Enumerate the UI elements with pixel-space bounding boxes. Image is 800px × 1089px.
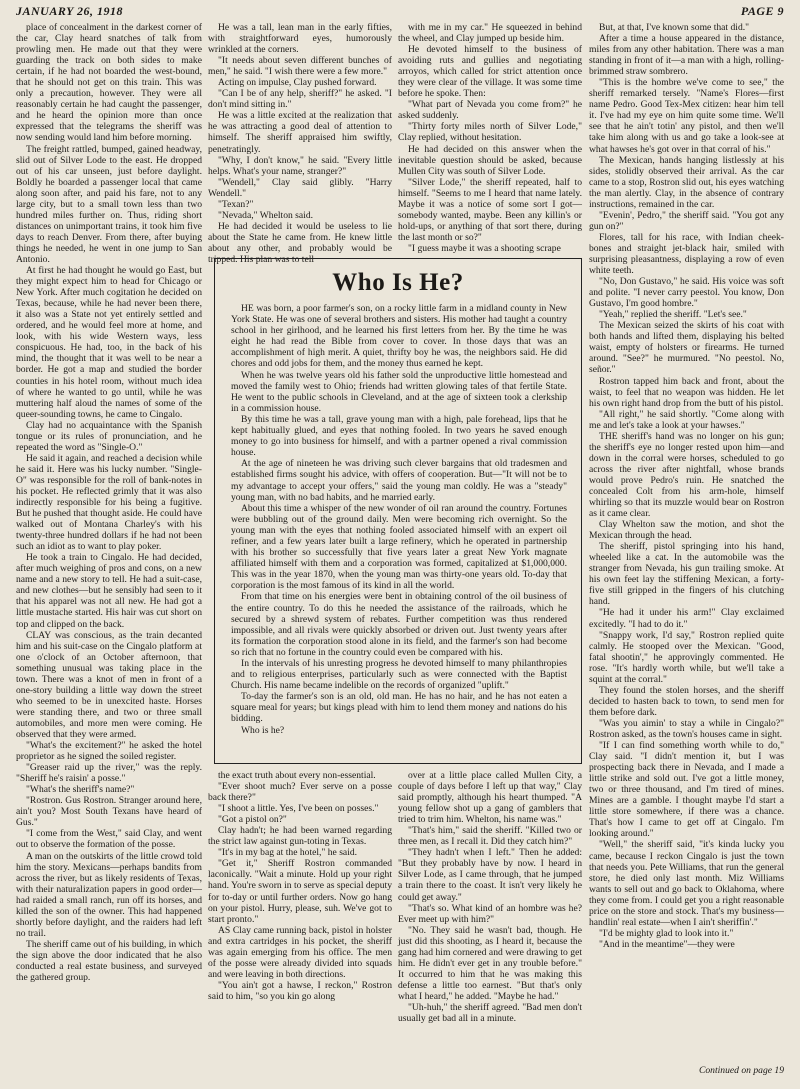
- paragraph: "Nevada," Whelton said.: [218, 209, 314, 221]
- paragraph: From that time on his energies were bent in obtaining control of the oil business of the entire country. To do this he needed the assistance of the railroads, which he secured by a shrewd system of rebates. Further competition was thus rendered impossible, and all rivals were quickly absorbed or driven out. Just twenty years after its formation the corporation stood alone in its field, and the farmer's son had become so rich that no fortune in the country could even be compared with his.: [231, 591, 567, 658]
- paragraph: He had decided it would be useless to lie about the State he came from. He knew little about any other, and probably would be tripped. His plan was to tell: [208, 220, 392, 265]
- paragraph: AS Clay came running back, pistol in holster and extra cartridges in his pocket, the sheriff was again emerging from his office. The men of the posse were already divided into squads and were leaving in both directions.: [208, 924, 392, 980]
- paragraph: By this time he was a tall, grave young man with a high, pale forehead, lips that he kept habitually glued, and eyes that nothing fooled. In two years he saved enough money to go into business for himself, and with a partner opened a rival commission house.: [231, 413, 567, 459]
- paragraph: "That's him," said the sheriff. "Killed two or three men, as I recall it. Did they catch him?": [398, 825, 582, 848]
- paragraph: In the intervals of his unresting progress he devoted himself to many philanthropies and to religious enterprises, particularly such as were connected with the Baptist Church. His name became indelible on the records of organized "uplift.": [231, 658, 567, 692]
- paragraph: "I guess maybe it was a shooting scrape: [408, 242, 561, 254]
- paragraph: The Mexican, hands hanging listlessly at his sides, stolidly observed their arrival. As the car came to a stop, Rostron slid out, his eyes watching the man alertly. Clay, in the absence of contrary instructions, remained in the car.: [589, 154, 784, 210]
- paragraph: He was a tall, lean man in the early fifties, with straightforward eyes, humorously wrinkled at the corners.: [208, 22, 392, 56]
- column-4: [589, 22, 784, 1062]
- paragraph: After a time a house appeared in the distance, miles from any other habitation. There was a man standing in front of it—a man with a high, rolling-brimmed straw sombrero.: [589, 33, 784, 78]
- paragraph: Rostron tapped him back and front, about the waist, to feel that no weapon was hidden. He let his own right hand drop from the butt of his pistol.: [589, 375, 784, 409]
- paragraph: "What's the excitement?" he asked the hotel proprietor as he signed the soiled register.: [16, 740, 202, 763]
- paragraph: He said it again, and reached a decision while he said it. Here was his lucky number. "Single-O" was responsible for the roll of bank-notes in his pocket. He reflected grimly that it was also indirectly responsible for his being a fugitive. But he pushed that thought aside. He could have walked out of Montana Charley's with his twenty-three hundred dollars if he had not been such an idiot as to want to play poker.: [16, 452, 202, 553]
- paragraph: Clay Whelton saw the motion, and shot the Mexican through the head.: [589, 519, 784, 542]
- paragraph: "Thirty forty miles north of Silver Lode," Clay replied, without hesitation.: [398, 121, 582, 144]
- paragraph: The sheriff, pistol springing into his hand, wheeled like a cat. In the automobile was the stranger from Nevada, his gun trailing smoke. At his own feet lay the stiffening Mexican, a forty-five still gripped in the fingers of his clutching hand.: [589, 541, 784, 608]
- paragraph: HE was born, a poor farmer's son, on a rocky little farm in a midland county in New York State. He was one of several brothers and sisters. His mother had taught a country school in her girlhood, and he learned his first letters from her. By the time he was eight he had read the Bible from cover to cover. In those days that was an accomplishment of high merit. A quiet, thrifty boy he was, the neighbors said. He did chores and odd jobs for them, and the money thus earned he kept.: [231, 303, 567, 370]
- column-2-bottom: [208, 770, 392, 1080]
- paragraph: "Get it," Sheriff Rostron commanded laconically. "Wait a minute. Hold up your right hand. You're sworn in to serve as special deputy for to-day or until further orders. Now go hang on your pistol. Hurry, please, suh. We've got to start pronto.": [208, 858, 392, 925]
- paragraph: "Rostron. Gus Rostron. Stranger around here, ain't you? Most South Texans have heard of Gus.": [16, 795, 202, 829]
- paragraph: Acting on impulse, Clay pushed forward.: [218, 77, 377, 89]
- paragraph: "Texan?": [218, 198, 254, 210]
- paragraph: "Greaser raid up the river," was the reply. "Sheriff he's raisin' a posse.": [16, 762, 202, 785]
- paragraph: THE sheriff's hand was no longer on his gun; the sheriff's eye no longer rested upon him—and down in the corral were horses, scheduled to go across the river after nightfall, whose brands would prove Pedro's ruin. He snatched the concealed Colt from his arm-hole, himself whirling so that its muzzle would bear on Rostron as it came clear.: [589, 430, 784, 520]
- paragraph: "And in the meantime"—they were: [599, 938, 735, 950]
- paragraph: About this time a whisper of the new wonder of oil ran around the country. Fortunes were bubbling out of the ground daily. Men were becoming rich overnight. So the young man with the eyes that nothing fooled associated himself with an expert oil refiner, and a few years later built a large refinery, which he operated in partnership with his brother so successfully that five years later a great New York magnate affiliated himself with them and a corporation was formed, capitalized at $1,000,000. This was in the year 1870, when the young man was thirty-one years old. To-day that corporation is the most famous of its kind in all the world.: [231, 502, 567, 592]
- paragraph: "Can I be of any help, sheriff?" he asked. "I don't mind sitting in.": [208, 88, 392, 111]
- paragraph: "Wendell," Clay said glibly. "Harry Wendell.": [208, 176, 392, 199]
- paragraph: "No, Don Gustavo," he said. His voice was soft and polite. "I never carry peestol. You know, Don Gustavo, I'm good hombre.": [589, 276, 784, 310]
- paragraph: "Snappy work, I'd say," Rostron replied quite calmly. He stooped over the Mexican. "Good, fatal shootin'," he approvingly commented. He rose. "It's hardly worth while, but we'll take a squint at the corral.": [589, 629, 784, 685]
- paragraph: He was a little excited at the realization that he was attracting a good deal of attention to himself. The sheriff appraised him swiftly, penetratingly.: [208, 110, 392, 155]
- paragraph: "He had it under his arm!" Clay exclaimed excitedly. "I had to do it.": [589, 607, 784, 630]
- paragraph: "Yeah," replied the sheriff. "Let's see.": [599, 309, 747, 321]
- paragraph: The sheriff came out of his building, in which the sign above the door indicated that he also conducted a real estate business, and surveyed the gathered group.: [16, 938, 202, 984]
- paragraph: To-day the farmer's son is an old, old man. He has no hair, and he has not eaten a square meal for years; but kings plead with him to lend them money and nations do his bidding.: [231, 691, 567, 725]
- column-1: [16, 22, 202, 1077]
- paragraph: "Was you aimin' to stay a while in Cingalo?" Rostron asked, as the town's houses came in sight.: [589, 717, 784, 740]
- paragraph: "Uh-huh," the sheriff agreed. "Bad men don't usually get bad all in a minute.: [398, 1001, 582, 1025]
- sidebar-title: Who Is He?: [332, 269, 464, 296]
- paragraph: They found the stolen horses, and the sheriff decided to hasten back to town, to send men for them before dark.: [589, 684, 784, 718]
- paragraph: At first he had thought he would go East, but they might expect him to head for Chicago or New York. After much cogitation he decided on Texas, because, while he had never been there, it also was a State not yet entirely settled and ordered, and he would feel more at home, and look, with his wide Western ways, less conspicuous. He had, too, in the back of his mind, the thought that it was well to be near a border. He got a map and studied the border counties in his hotel room, without much idea of where he wanted to go until, while he was muttering half aloud the names of some of the queer-sounding towns, he came to Cingalo.: [16, 265, 202, 420]
- issue-date: JANUARY 26, 1918: [16, 4, 124, 18]
- paragraph: Who is he?: [241, 724, 285, 736]
- paragraph: "That's so. What kind of an hombre was he? Ever meet up with him?": [398, 902, 582, 925]
- paragraph: When he was twelve years old his father sold the unproductive little homestead and moved the family west to Ohio; friends had written glowing tales of that fertile State. He went to the public schools in Cleveland, and at the age of sixteen took a clerkship in a commission house.: [231, 369, 567, 414]
- paragraph: "Well," the sheriff said, "it's kinda lucky you came, because I reckon Cingalo is just the town that needs you. Pete Williams, that run the general store, he died only last month. Miz Williams wants to sell out and go back to Oklahoma, where they come from. I could get you a right reasonable price on the store and stock. That's my business—handlin' real estate—when I ain't sheriffin'.": [589, 839, 784, 928]
- paragraph: "All right," he said shortly. "Come along with me and let's take a look at your hawses.": [589, 408, 784, 431]
- paragraph: Flores, tall for his race, with Indian cheek-bones and straight jet-black hair, smiled with surprising pleasantness, displaying a row of even white teeth.: [589, 231, 784, 277]
- paragraph: "This is the hombre we've come to see," the sheriff remarked tersely. "Name's Flores—first name Pedro. Good Tex-Mex citizen: hear him tell it. I've had my eye on him quite some time. We'll see that he ain't totin' any pistol, and then we'll take him along with us and go take a look-see at what hawses he's got over in that corral of his.": [589, 77, 784, 155]
- paragraph: A man on the outskirts of the little crowd told him the story. Mexicans—perhaps bandits from across the river, but as likely residents of Texas, with their naturalization papers in good order—had raided a small ranch, run off its horses, and killed the son of the owner. This had happened shortly before daylight, and the raiders had left no trail.: [16, 850, 202, 939]
- paragraph: "No. They said he wasn't bad, though. He just did this shooting, as I heard it, because the gang had him cornered and were drawing to get him. He didn't ever get in any trouble before." It occurred to him that he was making this defense a little too earnest. "But that's only what I heard," he added. "Maybe he had.": [398, 924, 582, 1002]
- paragraph: "What's the sheriff's name?": [26, 784, 135, 796]
- paragraph: over at a little place called Mullen City, a couple of days before I left up that way," Clay said promptly, although his heart thumped. "A young fellow shot up a gang of gamblers that tried to trim him. Whelton, his name was.": [398, 770, 582, 826]
- page-number: PAGE 9: [740, 4, 784, 18]
- paragraph: "Ever shoot much? Ever serve on a posse back there?": [208, 781, 392, 804]
- paragraph: CLAY was conscious, as the train decanted him and his suit-case on the Cingalo platform at one o'clock of an October afternoon, that something unusual was taking place in the town. There was a knot of men in front of a one-story building a little way down the street who seemed to be in unexcited haste. Horses were standing there, and two or three small automobiles, and more men were coming. He observed that they were armed.: [16, 629, 202, 740]
- paragraph: "Evenin', Pedro," the sheriff said. "You got any gun on?": [589, 209, 784, 232]
- paragraph: He had decided on this answer when the inevitable question should be asked, because Mullen City was south of Silver Lode.: [398, 143, 582, 177]
- continued-note: Continued on page 19: [698, 1065, 784, 1076]
- paragraph: At the age of nineteen he was driving such clever bargains that old tradesmen and established firms sought his advice, with offers of cooperation. But—"It will not be to my advantage to accept your offers," said the young man coldly. He was a "steady" young man, with no bad habits, and he married early.: [231, 458, 567, 503]
- paragraph: Clay had no acquaintance with the Spanish tongue or its rules of pronunciation, and he repeated the word as "Single-O.": [16, 419, 202, 453]
- paragraph: Clay hadn't; he had been warned regarding the strict law against gun-toting in Texas.: [208, 825, 392, 848]
- paragraph: "Why, I don't know," he said. "Every little helps. What's your name, stranger?": [208, 154, 392, 177]
- paragraph: "They hadn't when I left." Then he added: "But they probably have by now. I heard in Silver Lode, as I came through, that he jumped a train there to the coast. It isn't very likely he could get away.": [398, 847, 582, 903]
- paragraph: The freight rattled, bumped, gained headway, slid out of Silver Lode to the east. He dropped out of his car unseen, just before daylight. Boldly he boarded a passenger local that came along soon after, and paid his fare, not to any large city, but to a small town less than two hundred miles further on. Thus, riding short distances on unimportant trains, it took him five days to reach Denver. From there, after buying things he needed, he went in one jump to San Antonio.: [16, 143, 202, 265]
- paragraph: "It's in my bag at the hotel," he said.: [218, 847, 358, 859]
- paragraph: "If I can find something worth while to do," Clay said. "I didn't mention it, but I was prospecting back there in Nevada, and I made a little strike and sold out. I've got a little money, two or three thousand, and I'm tired of mines. Mines are a gamble. I thought maybe I'd start a little store somewhere, if there was a chance. That's how I came to get off at Cingalo. I'm looking around.": [589, 740, 784, 840]
- paragraph: "You ain't got a hawse, I reckon," Rostron said to him, "so you kin go along: [208, 979, 392, 1002]
- paragraph: "I come from the West," said Clay, and went out to observe the formation of the posse.: [16, 828, 202, 851]
- who-is-he-sidebar: [214, 258, 582, 764]
- paragraph: The Mexican seized the skirts of his coat with both hands and lifted them, displaying his belted waist, empty of holsters or firearms. He turned around. "See?" he murmured. "No peestol. No, señor.": [589, 320, 784, 376]
- page-header: [16, 4, 784, 22]
- column-3-top: [398, 22, 582, 254]
- paragraph: He took a train to Cingalo. He had decided, after much weighing of pros and cons, on a new name and a new story to tell. He had a suit-case, and new clothes—but he sensibly had seen to it that his apparel was not all new. He had got a little mustache started. His hair was cut short on top and clipped on the back.: [16, 552, 202, 630]
- paragraph: But, at that, I've known some that did.": [599, 22, 750, 33]
- sidebar-body: [231, 303, 567, 757]
- paragraph: "It needs about seven different bunches of men," he said. "I wish there were a few more.": [208, 55, 392, 78]
- column-2-top: [208, 22, 392, 265]
- paragraph: "I'd be mighty glad to look into it.": [599, 927, 734, 939]
- paragraph: "Got a pistol on?": [218, 814, 287, 826]
- paragraph: "I shoot a little. Yes, I've been on posses.": [218, 803, 379, 815]
- paragraph: "Silver Lode," the sheriff repeated, half to himself. "Seems to me I heard that name lately. Maybe it was a notice of some sort I got—somebody wanted, maybe. Been any killin's or hold-ups, or anything of that sort there, during the last month or so?": [398, 176, 582, 243]
- continued-note-wrap: [589, 1064, 784, 1078]
- paragraph: He devoted himself to the business of avoiding ruts and gullies and negotiating arroyos, which called for strict attention once they were clear of the village. It was some time before he spoke. Then:: [398, 44, 582, 100]
- paragraph: the exact truth about every non-essential.: [218, 770, 376, 781]
- column-3-bottom: [398, 770, 582, 1080]
- paragraph: "What part of Nevada you come from?" he asked suddenly.: [398, 99, 582, 122]
- paragraph: place of concealment in the darkest corner of the car, Clay heard snatches of talk from prowling men. He made out that they were guarding the track on both sides to make certain, if he had not boarded the west-bound, that he should not get on this train. This was only a precaution, however. They were all reasonably certain he had caught the passenger, and he heard the opinion more than once expressed that the telegrams the sheriff was now sending would land him before morning.: [16, 22, 202, 144]
- paragraph: with me in my car." He squeezed in behind the wheel, and Clay jumped up beside him.: [398, 22, 582, 45]
